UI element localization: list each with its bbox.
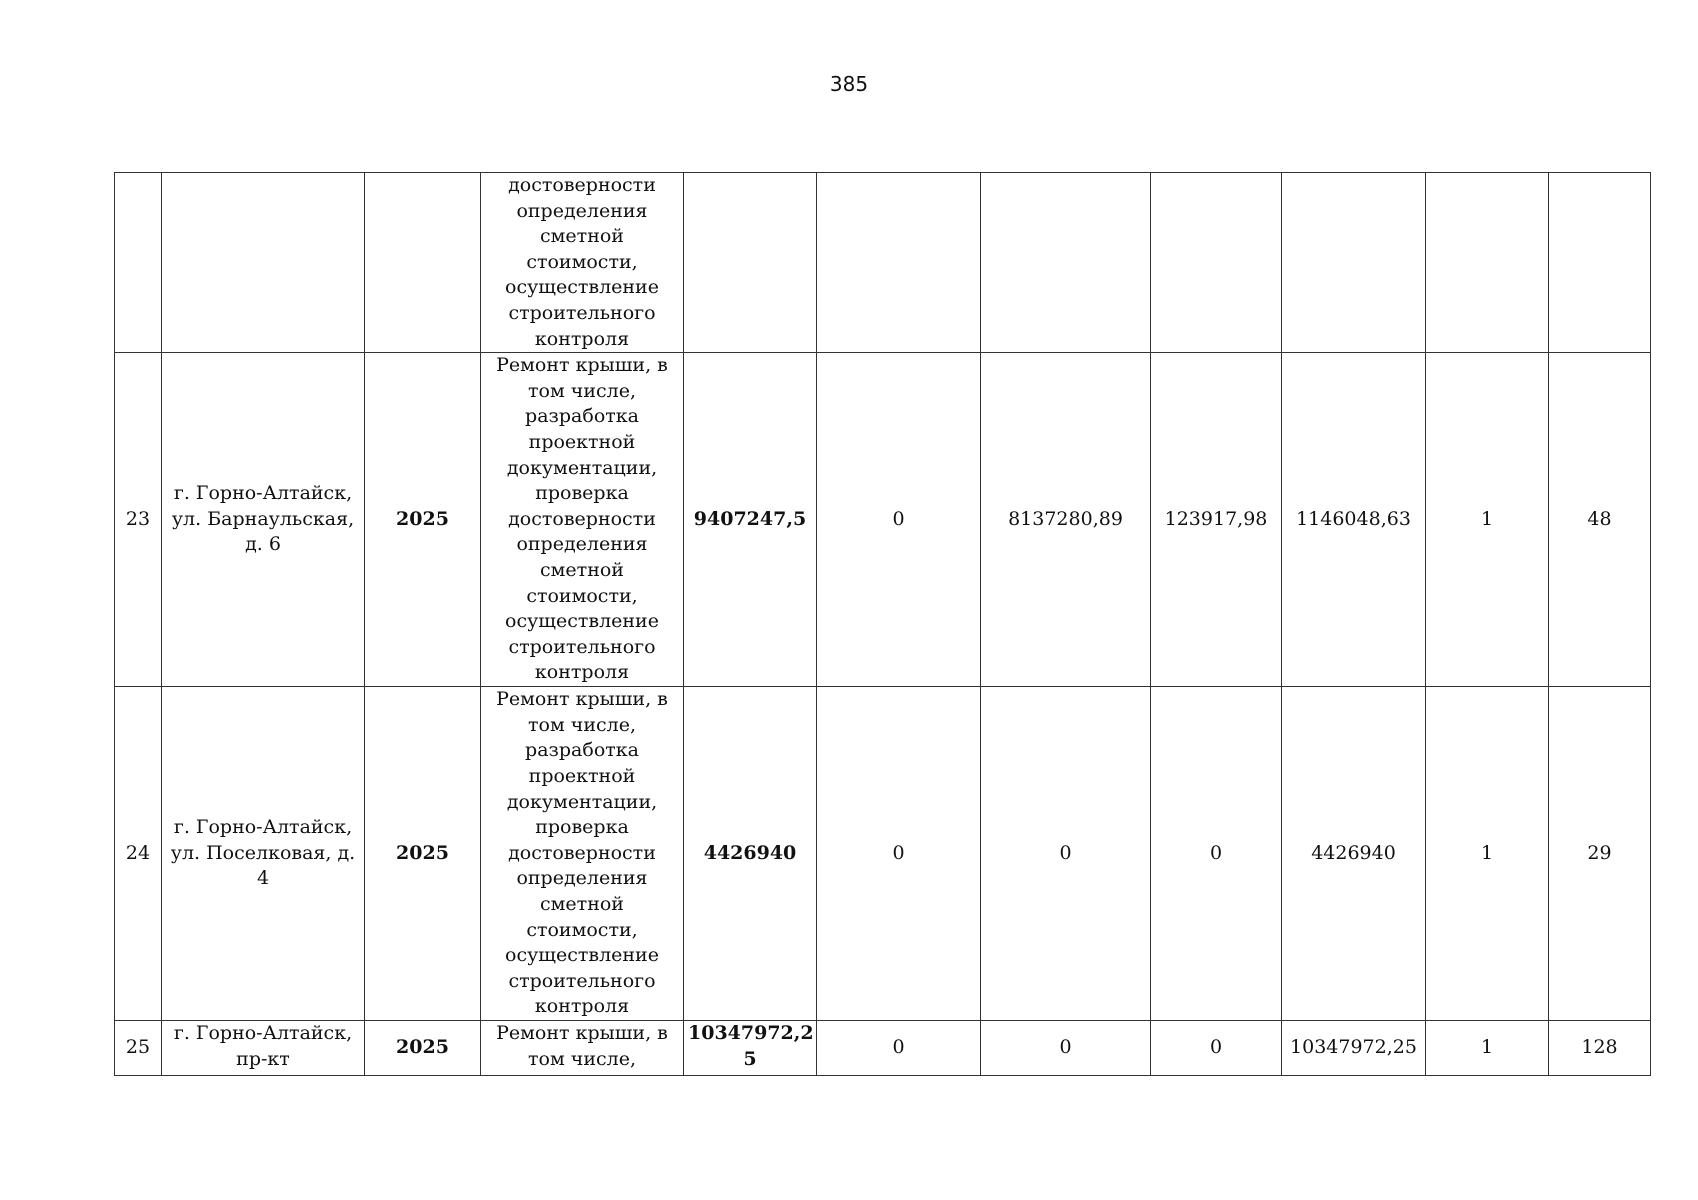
cell-year: 2025 bbox=[365, 353, 481, 687]
cell-number: 24 bbox=[115, 687, 162, 1021]
cell-address: г. Горно-Алтайск, пр-кт bbox=[162, 1021, 365, 1076]
cell-total-cost: 4426940 bbox=[684, 687, 817, 1021]
cell-fund-regional bbox=[981, 173, 1151, 353]
cell-address: г. Горно-Алтайск, ул. Поселковая, д. 4 bbox=[162, 687, 365, 1021]
table-row bbox=[115, 1021, 1651, 1076]
cell-number bbox=[115, 173, 162, 353]
cell-fund-federal: 0 bbox=[817, 353, 981, 687]
cell-fund-owners: 10347972,25 bbox=[1282, 1021, 1426, 1076]
table-row bbox=[115, 173, 1651, 353]
cell-total-cost: 9407247,5 bbox=[684, 353, 817, 687]
cell-work-type: Ремонт крыши, в том числе, разработка проектной документации, проверка достоверности определения сметной стоимости, осуществление строительного контроля bbox=[481, 353, 684, 687]
cell-fund-owners bbox=[1282, 173, 1426, 353]
cell-total-cost bbox=[684, 173, 817, 353]
cell-work-type: достоверности определения сметной стоимости, осуществление строительного контроля bbox=[481, 173, 684, 353]
cell-fund-federal: 0 bbox=[817, 687, 981, 1021]
table-row bbox=[115, 687, 1651, 1021]
cell-fund-local bbox=[1151, 173, 1282, 353]
cell-fund-local: 0 bbox=[1151, 687, 1282, 1021]
cell-fund-local: 0 bbox=[1151, 1021, 1282, 1076]
cell-apartments: 128 bbox=[1549, 1021, 1651, 1076]
cell-address bbox=[162, 173, 365, 353]
cell-fund-owners: 1146048,63 bbox=[1282, 353, 1426, 687]
page-number: 385 bbox=[829, 72, 869, 96]
cell-year: 2025 bbox=[365, 687, 481, 1021]
cell-count: 1 bbox=[1426, 687, 1549, 1021]
cell-fund-federal: 0 bbox=[817, 1021, 981, 1076]
cell-fund-regional: 0 bbox=[981, 687, 1151, 1021]
cell-work-type: Ремонт крыши, в том числе, bbox=[481, 1021, 684, 1076]
cell-year: 2025 bbox=[365, 1021, 481, 1076]
cell-fund-federal bbox=[817, 173, 981, 353]
cell-count: 1 bbox=[1426, 353, 1549, 687]
cell-fund-owners: 4426940 bbox=[1282, 687, 1426, 1021]
repair-table bbox=[114, 172, 1651, 1076]
cell-number: 25 bbox=[115, 1021, 162, 1076]
cell-work-type: Ремонт крыши, в том числе, разработка проектной документации, проверка достоверности определения сметной стоимости, осуществление строительного контроля bbox=[481, 687, 684, 1021]
cell-count bbox=[1426, 173, 1549, 353]
cell-apartments: 29 bbox=[1549, 687, 1651, 1021]
cell-number: 23 bbox=[115, 353, 162, 687]
cell-fund-regional: 0 bbox=[981, 1021, 1151, 1076]
cell-fund-regional: 8137280,89 bbox=[981, 353, 1151, 687]
cell-apartments bbox=[1549, 173, 1651, 353]
cell-fund-local: 123917,98 bbox=[1151, 353, 1282, 687]
cell-year bbox=[365, 173, 481, 353]
cell-apartments: 48 bbox=[1549, 353, 1651, 687]
table-row bbox=[115, 353, 1651, 687]
cell-total-cost: 10347972,2 5 bbox=[684, 1021, 817, 1076]
cell-address: г. Горно-Алтайск, ул. Барнаульская, д. 6 bbox=[162, 353, 365, 687]
cell-count: 1 bbox=[1426, 1021, 1549, 1076]
